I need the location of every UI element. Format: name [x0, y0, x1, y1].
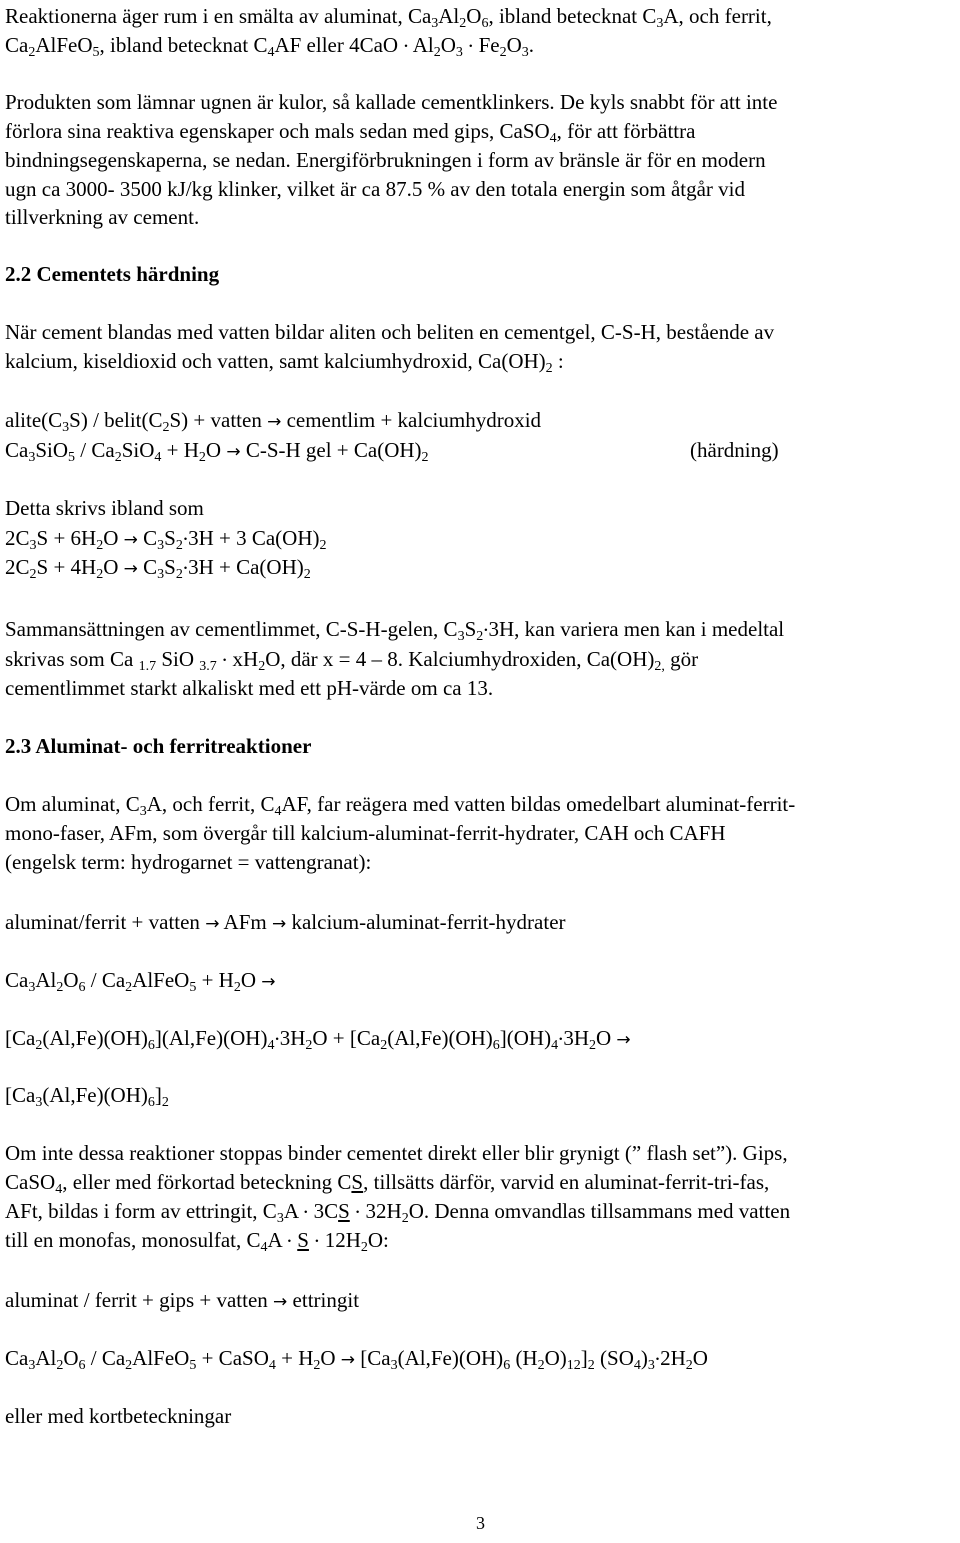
- subscript: 3: [35, 1095, 43, 1110]
- text-segment: 3H: [279, 1026, 306, 1050]
- subscript: 2: [198, 450, 206, 465]
- text-segment: aluminat / ferrit + gips + vatten: [5, 1288, 274, 1312]
- text-segment: C-S-H gel + Ca(OH): [240, 438, 422, 462]
- text-segment: AlFeO: [132, 1346, 190, 1370]
- subscript: 4: [267, 1038, 275, 1053]
- text-segment: 2H: [660, 1346, 686, 1370]
- text-segment: C: [137, 526, 158, 550]
- subscript: 2: [303, 567, 311, 582]
- text-segment: Ca: [5, 968, 29, 992]
- text-line: [5, 612, 785, 645]
- arrow-symbol: →: [123, 530, 138, 550]
- text-segment: Om inte dessa reaktioner stoppas binder cementet direkt eller blir grynigt (” flash set”). Gips,: [5, 1141, 788, 1165]
- text-segment: 3H, kan variera men kan i medeltal: [488, 617, 785, 641]
- text-segment: (Al,Fe)(OH): [42, 1026, 148, 1050]
- text-segment: ): [640, 1346, 648, 1370]
- text-segment: ]: [580, 1346, 588, 1370]
- center-dot: .: [182, 550, 189, 574]
- text-segment: alite(C: [5, 408, 63, 432]
- subscript: 3: [157, 567, 165, 582]
- subscript: 2: [459, 16, 467, 31]
- text-segment: + H: [161, 438, 199, 462]
- text-segment: O: [103, 526, 124, 550]
- text-segment: Sammansättningen av cementlimmet, C-S-H-gelen, C: [5, 617, 458, 641]
- subscript: 2: [319, 538, 327, 553]
- text-segment: [Ca: [5, 1083, 36, 1107]
- text-segment: 2.2 Cementets härdning: [5, 262, 220, 286]
- subscript: 2: [589, 1038, 596, 1053]
- text-segment: Ca: [5, 438, 29, 462]
- subscript: 6: [503, 1358, 511, 1373]
- subscript: 2: [421, 450, 429, 465]
- subscript: 6: [78, 1358, 86, 1373]
- text-line: [5, 1223, 389, 1256]
- subscript: 2: [56, 980, 64, 995]
- text-line: [5, 177, 745, 201]
- subscript: 6: [147, 1038, 155, 1053]
- subscript: 2: [313, 1358, 321, 1373]
- text-segment: mono-faser, AFm, som övergår till kalcium-aluminat-ferrit-hydrater, CAH och CAFH: [5, 821, 726, 845]
- subscript: 2: [587, 1358, 595, 1373]
- center-dot: .: [483, 612, 489, 636]
- subscript: 2: [175, 538, 183, 553]
- text-segment: (SO: [594, 1346, 634, 1370]
- text-line: [5, 910, 566, 936]
- subscript: 3: [390, 1358, 398, 1373]
- text-segment: + H: [275, 1346, 314, 1370]
- subscript: 3: [455, 45, 463, 60]
- subscript: 2: [258, 659, 266, 674]
- arrow-symbol: →: [261, 972, 276, 992]
- subscript: 2: [125, 1358, 133, 1373]
- text-segment: Ca: [5, 33, 29, 57]
- text-segment: AF, far reägera med vatten bildas omedelbart aluminat-ferrit-: [281, 792, 796, 816]
- text-segment: Reaktionerna äger rum i en smälta av aluminat, Ca: [5, 4, 432, 28]
- center-dot: .: [403, 28, 409, 52]
- subscript: 2: [56, 1358, 64, 1373]
- text-segment: kalcium-aluminat-ferrit-hydrater: [286, 910, 566, 934]
- text-segment: AlFeO: [132, 968, 190, 992]
- text-segment: SiO: [121, 438, 155, 462]
- text-segment: Al: [35, 968, 57, 992]
- subscript: 2: [360, 1240, 368, 1255]
- arrow-symbol: →: [271, 914, 287, 934]
- subscript: 2: [162, 420, 170, 435]
- subscript: 3: [157, 538, 165, 553]
- text-segment: 2C: [5, 526, 30, 550]
- subscript: 2: [96, 538, 104, 553]
- subscript: 3: [139, 804, 147, 819]
- text-segment: xH: [227, 647, 259, 671]
- text-segment: S: [351, 1170, 364, 1194]
- text-segment: AlFeO: [35, 33, 93, 57]
- text-segment: C: [137, 555, 158, 579]
- text-segment: S + 6H: [36, 526, 97, 550]
- text-segment: , ibland betecknat C: [99, 33, 268, 57]
- text-segment: När cement blandas med vatten bildar aliten och beliten en cementgel, C-S-H, bestående av: [5, 320, 775, 344]
- text-segment: A, och ferrit, C: [146, 792, 275, 816]
- text-line: [5, 438, 429, 466]
- text-segment: O, där x = 4 – 8. Kalciumhydroxiden, Ca(OH): [265, 647, 655, 671]
- text-line: [5, 1083, 169, 1111]
- text-line: [5, 28, 535, 61]
- text-line: [5, 320, 774, 344]
- arrow-symbol: →: [616, 1030, 631, 1050]
- subscript: 5: [189, 1358, 197, 1373]
- subscript: 2: [476, 629, 484, 644]
- text-segment: S: [464, 617, 477, 641]
- text-line: [5, 792, 795, 820]
- text-segment: 3H: [563, 1026, 589, 1050]
- subscript: 4: [154, 450, 162, 465]
- text-segment: kalcium, kiseldioxid och vatten, samt kalciumhydroxid, Ca(OH): [5, 349, 546, 373]
- text-segment: Al: [35, 1346, 57, 1370]
- text-segment: Ca: [5, 1346, 29, 1370]
- text-segment: [Ca: [5, 1026, 36, 1050]
- text-line: [5, 148, 766, 172]
- subscript: 2: [545, 361, 553, 376]
- text-segment: O: [466, 4, 482, 28]
- subscript: 5: [189, 980, 197, 995]
- text-segment: + H: [196, 968, 234, 992]
- text-segment: / Ca: [85, 1346, 126, 1370]
- subscript: 3: [28, 450, 36, 465]
- text-segment: / Ca: [85, 968, 126, 992]
- subscript: 2: [380, 1038, 388, 1053]
- text-segment: aluminat/ferrit + vatten: [5, 910, 206, 934]
- text-segment: till en monofas, monosulfat, C: [5, 1228, 261, 1252]
- subscript: 4: [551, 1038, 559, 1053]
- subscript: 3: [28, 980, 36, 995]
- text-segment: O): [544, 1346, 567, 1370]
- text-segment: ettringit: [287, 1288, 360, 1312]
- text-segment: cementlim + kalciumhydroxid: [281, 408, 542, 432]
- subscript: 2: [28, 45, 36, 60]
- text-segment: / Ca: [75, 438, 115, 462]
- text-segment: .: [528, 33, 535, 57]
- subscript: 4: [55, 1182, 63, 1197]
- text-segment: S: [164, 526, 176, 550]
- text-segment: 3H + Ca(OH): [188, 555, 304, 579]
- text-segment: (engelsk term: hydrogarnet = vattengranat):: [5, 850, 372, 874]
- text-segment: [Ca: [355, 1346, 391, 1370]
- subscript: 4: [267, 45, 275, 60]
- text-segment: , för att förbättra: [556, 119, 696, 143]
- arrow-symbol: →: [226, 442, 241, 462]
- text-line: [5, 521, 327, 554]
- text-segment: :: [552, 349, 564, 373]
- text-line: [5, 1170, 769, 1198]
- text-segment: A: [283, 1199, 304, 1223]
- text-segment: O: [63, 1346, 79, 1370]
- text-line: [5, 349, 564, 377]
- center-dot: .: [355, 1194, 361, 1218]
- text-segment: SiO: [156, 647, 200, 671]
- section-heading: [5, 262, 219, 286]
- text-segment: (härdning): [690, 438, 779, 462]
- text-segment: 2.3 Aluminat- och ferritreaktioner: [5, 734, 312, 758]
- subscript: 2: [499, 45, 507, 60]
- arrow-symbol: →: [273, 1292, 288, 1312]
- page-number: 3: [476, 1513, 485, 1533]
- subscript: 3.7: [199, 659, 217, 674]
- text-segment: O: [240, 968, 262, 992]
- text-segment: förlora sina reaktiva egenskaper och mals sedan med gips, CaSO: [5, 119, 550, 143]
- subscript: 2: [175, 567, 183, 582]
- text-line: [5, 408, 541, 436]
- subscript: 6: [147, 1095, 155, 1110]
- subscript: 2,: [654, 659, 665, 674]
- subscript: 2: [685, 1358, 693, 1373]
- text-segment: AFt, bildas i form av ettringit, C: [5, 1199, 277, 1223]
- text-segment: S: [338, 1199, 350, 1223]
- subscript: 2: [161, 1095, 169, 1110]
- subscript: 3: [521, 45, 529, 60]
- text-line: [5, 1404, 231, 1428]
- text-line: [5, 1021, 631, 1054]
- subscript: 3: [656, 16, 664, 31]
- text-segment: (Al,Fe)(OH): [42, 1083, 148, 1107]
- subscript: 2: [114, 450, 122, 465]
- text-segment: + CaSO: [196, 1346, 269, 1370]
- text-segment: O: [320, 1346, 341, 1370]
- text-segment: S) / belit(C: [69, 408, 163, 432]
- text-segment: O: [596, 1026, 617, 1050]
- text-segment: O: [63, 968, 79, 992]
- subscript: 4: [274, 804, 282, 819]
- subscript: 2: [96, 567, 104, 582]
- text-segment: 32H: [360, 1199, 402, 1223]
- text-segment: S: [297, 1228, 309, 1252]
- subscript: 3: [29, 538, 37, 553]
- text-segment: O: [103, 555, 124, 579]
- text-segment: AFm: [219, 910, 272, 934]
- subscript: 3: [28, 1358, 36, 1373]
- center-dot: .: [222, 642, 228, 666]
- center-dot: .: [274, 1021, 280, 1045]
- center-dot: .: [303, 1194, 309, 1218]
- text-segment: A, och ferrit,: [663, 4, 772, 28]
- text-segment: Fe: [473, 33, 500, 57]
- text-line: [5, 205, 199, 229]
- text-segment: tillverkning av cement.: [5, 205, 200, 229]
- center-dot: .: [468, 28, 474, 52]
- subscript: 5: [92, 45, 100, 60]
- text-line: [5, 496, 204, 520]
- arrow-symbol: →: [205, 914, 220, 934]
- center-dot: .: [182, 521, 189, 545]
- center-dot: .: [286, 1223, 292, 1247]
- text-segment: bindningsegenskaperna, se nedan. Energiförbrukningen i form av bränsle är för en modern: [5, 148, 766, 172]
- text-segment: (Al,Fe)(OH): [387, 1026, 493, 1050]
- text-segment: A: [267, 1228, 287, 1252]
- text-line: [5, 968, 276, 996]
- text-segment: , tillsätts därför, varvid en aluminat-ferrit-tri-fas,: [363, 1170, 770, 1194]
- text-segment: Om aluminat, C: [5, 792, 140, 816]
- subscript: 2: [35, 1038, 43, 1053]
- arrow-symbol: →: [123, 559, 138, 579]
- subscript: 4: [549, 131, 557, 146]
- text-segment: 3H + 3 Ca(OH): [188, 526, 320, 550]
- subscript: 2: [401, 1211, 409, 1226]
- text-line: [5, 1288, 359, 1314]
- text-segment: Al: [438, 4, 460, 28]
- text-segment: Detta skrivs ibland som: [5, 496, 204, 520]
- text-segment: (Al,Fe)(OH): [397, 1346, 504, 1370]
- center-dot: .: [654, 1341, 661, 1365]
- text-segment: O. Denna omvandlas tillsammans med vatten: [408, 1199, 791, 1223]
- subscript: 2: [29, 567, 37, 582]
- text-segment: Al: [408, 33, 434, 57]
- arrow-symbol: →: [267, 412, 282, 432]
- subscript: 2: [537, 1358, 545, 1373]
- center-dot: .: [558, 1021, 564, 1045]
- text-segment: 3C: [308, 1199, 339, 1223]
- subscript: 2: [305, 1038, 313, 1053]
- text-line: [690, 438, 779, 462]
- subscript: 3: [431, 16, 439, 31]
- center-dot: .: [314, 1223, 320, 1247]
- text-line: [5, 1341, 708, 1374]
- text-segment: O: [440, 33, 456, 57]
- subscript: 4: [260, 1240, 268, 1255]
- subscript: 4: [268, 1358, 276, 1373]
- text-segment: AF eller 4CaO: [274, 33, 404, 57]
- text-segment: (H: [510, 1346, 538, 1370]
- text-segment: O: [506, 33, 522, 57]
- text-line: [5, 821, 726, 845]
- text-line: [5, 642, 699, 675]
- text-line: [5, 90, 777, 114]
- text-segment: 12H: [319, 1228, 361, 1252]
- arrow-symbol: →: [340, 1350, 356, 1370]
- text-line: [5, 676, 493, 700]
- text-segment: skrivas som Ca: [5, 647, 139, 671]
- text-segment: CaSO: [5, 1170, 56, 1194]
- subscript: 6: [492, 1038, 500, 1053]
- text-segment: 2C: [5, 555, 30, 579]
- text-segment: ]: [154, 1083, 162, 1107]
- text-segment: O: [692, 1346, 708, 1370]
- subscript: 3: [457, 629, 465, 644]
- text-segment: eller med kortbeteckningar: [5, 1404, 232, 1428]
- text-line: [5, 1141, 788, 1165]
- text-segment: ](OH): [499, 1026, 552, 1050]
- text-segment: ugn ca 3000- 3500 kJ/kg klinker, vilket är ca 87.5 % av den totala energin som åtgår vid: [5, 177, 745, 201]
- text-segment: O:: [367, 1228, 389, 1252]
- subscript: 3: [647, 1358, 655, 1373]
- text-segment: gör: [664, 647, 699, 671]
- text-segment: O: [205, 438, 227, 462]
- subscript: 1.7: [138, 659, 157, 674]
- text-line: [5, 1194, 791, 1227]
- subscript: 4: [633, 1358, 641, 1373]
- text-line: [5, 4, 772, 32]
- subscript: 3: [276, 1211, 284, 1226]
- subscript: 2: [433, 45, 441, 60]
- text-segment: , ibland betecknat C: [488, 4, 657, 28]
- text-segment: SiO: [35, 438, 69, 462]
- text-segment: , eller med förkortad beteckning C: [62, 1170, 352, 1194]
- text-segment: S + 4H: [36, 555, 97, 579]
- text-segment: cementlimmet starkt alkaliskt med ett pH-värde om ca 13.: [5, 676, 494, 700]
- text-line: [5, 119, 695, 147]
- text-segment: ](Al,Fe)(OH): [154, 1026, 268, 1050]
- text-segment: S) + vatten: [169, 408, 268, 432]
- subscript: 2: [125, 980, 133, 995]
- text-segment: Produkten som lämnar ugnen är kulor, så kallade cementklinkers. De kyls snabbt för att inte: [5, 90, 778, 114]
- subscript: 5: [68, 450, 76, 465]
- subscript: 6: [78, 980, 86, 995]
- text-segment: S: [164, 555, 176, 579]
- text-segment: O + [Ca: [312, 1026, 381, 1050]
- subscript: 3: [62, 420, 70, 435]
- subscript: 2: [233, 980, 241, 995]
- subscript: 12: [566, 1358, 581, 1373]
- subscript: 6: [481, 16, 489, 31]
- text-line: [5, 550, 311, 583]
- section-heading: [5, 734, 311, 758]
- text-line: [5, 850, 371, 874]
